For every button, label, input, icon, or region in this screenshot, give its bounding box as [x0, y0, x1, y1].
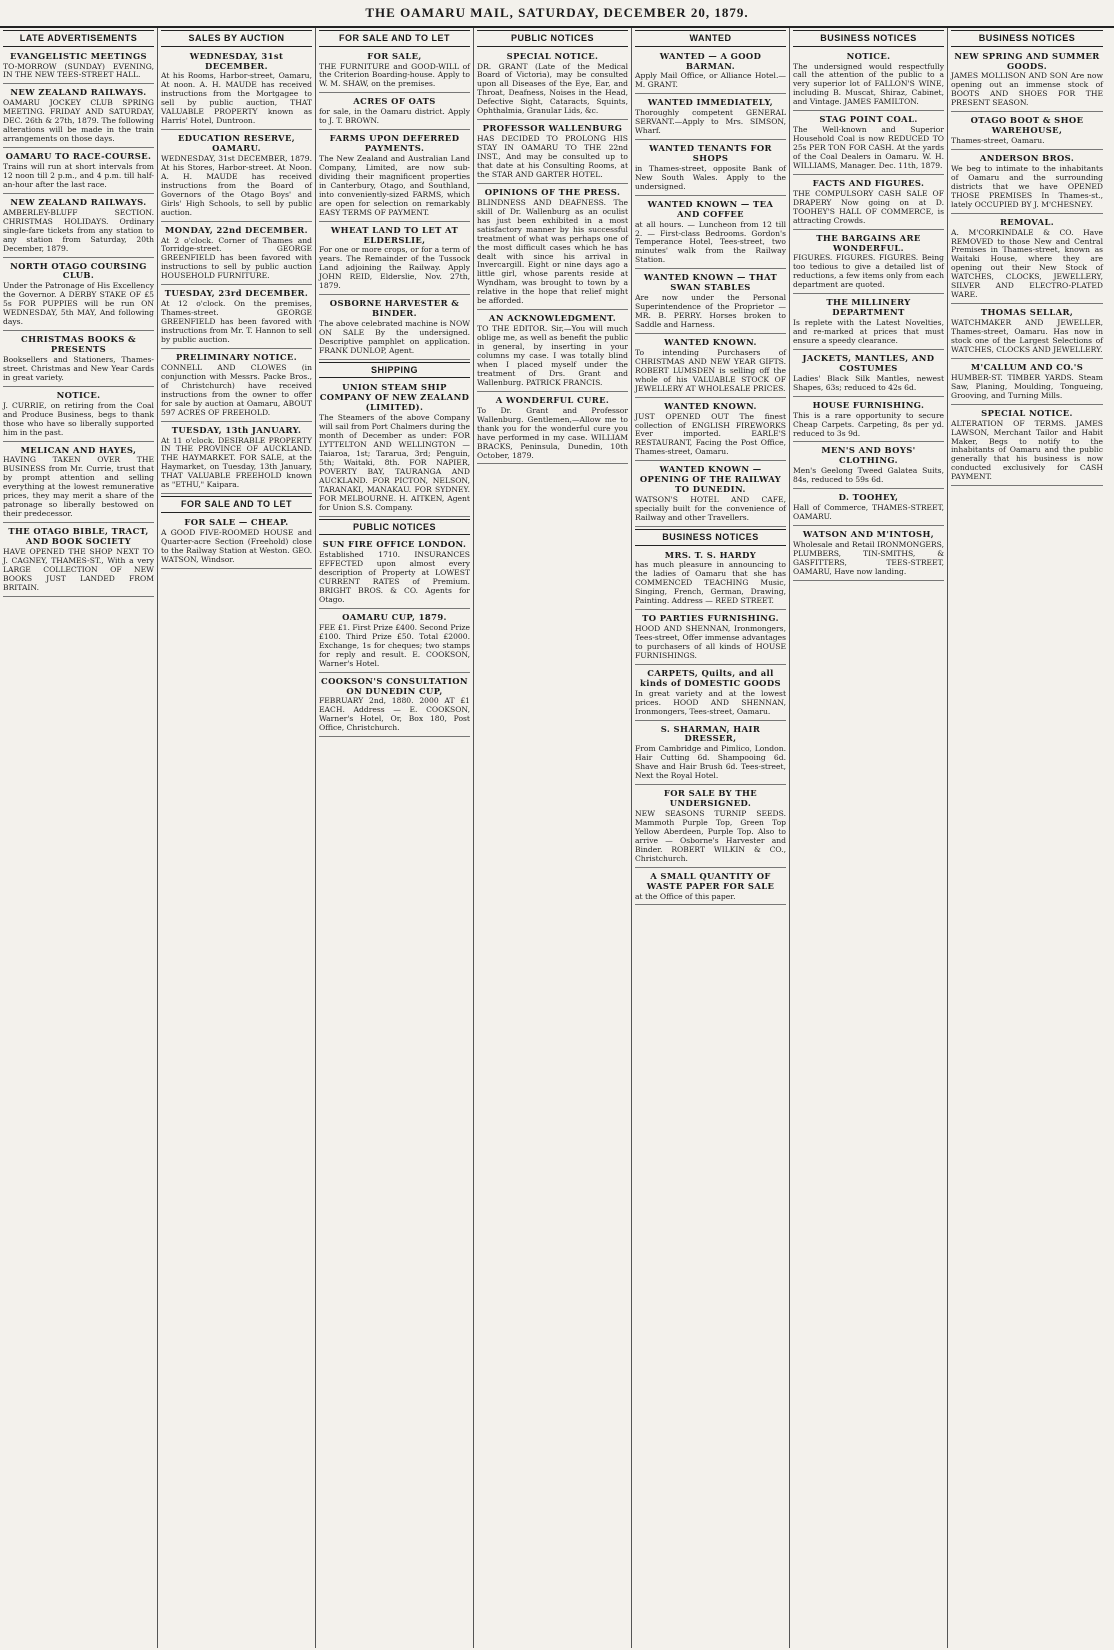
ad-body: HAVE OPENED THE SHOP NEXT TO J. CAGNEY, THAMES-ST., With a very LARGE COLLECTION OF NEW BOOKS JUST LANDED FROM BRITAIN. [3, 546, 154, 592]
ad-body: To Dr. Grant and Professor Wallenburg. Gentlemen,—Allow me to thank you for the wonderful cure you have performed in my case. WILLIAM BRACKS, Peninsula, Dunedin, 10th October, 1879. [477, 405, 628, 460]
advertisement [319, 95, 470, 130]
ad-body: HAVING TAKEN OVER THE BUSINESS from Mr. Currie, trust that by prompt attention and selling everything at the lowest remunerative prices, they may merit a share of the patronage so liberally bestowed on their predecessor. [3, 455, 154, 519]
ad-title: CARPETS, Quilts, and all kinds of DOMESTIC GOODS [640, 667, 781, 688]
advertisement [951, 407, 1103, 487]
ad-title: OAMARU CUP, 1879. [342, 611, 447, 622]
ad-body: BLINDNESS AND DEAFNESS. The skill of Dr. Wallenburg as an oculist has just been exhibited in a most satisfactory manner by his successful treatment of what was perhaps one of the most difficult cases which he has dealt with since his arrival in Invercargill. Eight or nine days ago a little girl, whose parents reside at Wyndham, was brought to town by a relative in the hope that relief might be afforded. [477, 197, 628, 306]
ad-title: THOMAS SELLAR, [980, 307, 1074, 318]
ad-body: The above celebrated machine is NOW ON SALE By the undersigned. Descriptive pamphlet on application. FRANK DUNLOP, Agent. [319, 319, 470, 355]
ad-title: THE OTAGO BIBLE, TRACT, AND BOOK SOCIETY [8, 526, 149, 546]
advertisement [3, 260, 154, 332]
ad-title: S. SHARMAN, HAIR DRESSER, [660, 723, 761, 744]
ad-body: WEDNESDAY, 31st DECEMBER, 1879. At his Stores, Harbor-street. At Noon. A. H. MAUDE has received instructions from the Board of Governors of the Otago Boys' and Girls' High Schools, to sell by public auction. [161, 153, 312, 217]
advertisement [319, 297, 470, 360]
ad-body: Is replete with the Latest Novelties, and re-marked at prices that must ensure a speedy clearance. [793, 318, 944, 346]
advertisement [161, 351, 312, 422]
ad-title: WANTED KNOWN — OPENING OF THE RAILWAY TO DUNEDIN. [639, 464, 782, 495]
ad-body: At 12 o'clock. On the premises, Thames-street. GEORGE GREENFIELD has been favored with instructions from Mr. T. Hannon to sell by public auction. [161, 299, 312, 345]
ad-body: CONNELL AND CLOWES (in conjunction with Messrs. Packe Bros., of Christchurch) have received instructions from the owner to offer for sale by auction at Oamaru, ABOUT 597 ACRES OF FREEHOLD. [161, 362, 312, 417]
ad-title: WANTED KNOWN — TEA AND COFFEE [647, 198, 774, 219]
ad-title: SUN FIRE OFFICE LONDON. [322, 539, 467, 550]
advertisement [161, 516, 312, 569]
column-7 [948, 28, 1106, 1648]
advertisement [319, 611, 470, 673]
ad-title: WATSON AND M'INTOSH, [802, 528, 935, 539]
column-heading: BUSINESS NOTICES [951, 30, 1103, 47]
column-6 [790, 28, 948, 1648]
advertisement [3, 196, 154, 258]
advertisement [477, 122, 628, 184]
advertisement [319, 224, 470, 296]
ad-title: REMOVAL. [999, 216, 1055, 227]
advertisement [635, 463, 786, 527]
column-heading: WANTED [635, 30, 786, 47]
column-heading: LATE ADVERTISEMENTS [3, 30, 154, 47]
ad-title: OTAGO BOOT & SHOE WAREHOUSE, [970, 115, 1084, 136]
ad-body: FIGURES. FIGURES. FIGURES. Being too tedious to give a detailed list of reductions, a few items only from each department are quoted. [793, 253, 944, 290]
advertisement [3, 389, 154, 442]
advertisement [951, 216, 1103, 305]
ad-body: for sale, in the Oamaru district. Apply to J. T. BROWN. [319, 107, 470, 126]
ad-body: At 11 o'clock. DESIRABLE PROPERTY IN THE PROVINCE OF AUCKLAND. THE HAYMARKET. FOR SALE, at the Haymarket, on Tuesday, 13th January, THAT VALUABLE FREEHOLD known as "ETHU," Kaipara. [161, 435, 312, 490]
advertisement [635, 612, 786, 665]
ad-body: HAS DECIDED TO PROLONG HIS STAY IN OAMARU TO THE 22nd INST., And may be consulted up to that date at his Consulting Rooms, at the STAR AND GARTER HOTEL. [477, 134, 628, 179]
advertisement [161, 50, 312, 131]
ad-title: WANTED — A GOOD BARMAN. [659, 50, 762, 71]
advertisement [635, 96, 786, 140]
ad-body: DR. GRANT (Late of the Medical Board of Victoria), may be consulted upon all Diseases of the Eye, Ear, and Throat, Deafness, Noises in the Head, Defective Sight, Cataracts, Squints, Ophthalmia, Granular Lids, &c. [477, 61, 628, 116]
ad-body: The undersigned would respectfully call the attention of the public to a very superior lot of FALLON'S WINE, including B. Muscat, Shiraz, Cabinet, and Vintage. JAMES FAMILTON. [793, 61, 944, 107]
ad-title: AN ACKNOWLEDGMENT. [488, 313, 617, 324]
advertisement [319, 132, 470, 221]
ad-title: MELICAN AND HAYES, [20, 444, 137, 455]
advertisement [951, 152, 1103, 214]
ad-body: To intending Purchasers of CHRISTMAS AND NEW YEAR GIFTS. ROBERT LUMSDEN is selling off the whole of his VALUABLE STOCK OF JEWELLERY AT WHOLESALE PRICES. [635, 347, 786, 393]
advertisement [3, 525, 154, 597]
advertisement [477, 312, 628, 392]
ad-title: JACKETS, MANTLES, AND COSTUMES [802, 352, 935, 373]
ad-body: JAMES MOLLISON AND SON Are now opening out an immense stock of BOOTS AND SHOES FOR THE PRESENT SEASON. [951, 71, 1103, 108]
ad-title: NORTH OTAGO COURSING CLUB. [10, 260, 147, 281]
ad-title: PROFESSOR WALLENBURG [482, 123, 623, 134]
ad-title: A WONDERFUL CURE. [495, 394, 610, 405]
column-heading: PUBLIC NOTICES [477, 30, 628, 47]
advertisement [635, 271, 786, 334]
ad-title: NOTICE. [56, 389, 101, 400]
advertisement [3, 150, 154, 194]
ad-body: A. M'CORKINDALE & CO. Have REMOVED to those New and Central Premises in Thames-street, known as Waitaki House, where they are opening out their New Stock of WATCHES, CLOCKS, JEWELLERY, SILVER AND ELECTRO-PLATED WARE. [951, 227, 1103, 300]
ad-body: We beg to intimate to the inhabitants of Oamaru and the surrounding districts that we have OPENED THOSE PREMISES In Thames-st., lately OCCUPIED BY J. M'CHESNEY. [951, 163, 1103, 209]
ad-body: Ladies' Black Silk Mantles, newest Shapes, 63s; reduced to 42s 6d. [793, 373, 944, 392]
advertisement [635, 549, 786, 611]
ad-title: COOKSON'S CONSULTATION ON DUNEDIN CUP, [321, 675, 468, 696]
advertisement [3, 50, 154, 85]
column-heading: SALES BY AUCTION [161, 30, 312, 47]
ad-title: WANTED IMMEDIATELY, [647, 97, 774, 108]
advertisement [635, 50, 786, 95]
advertisement [635, 723, 786, 786]
ad-title: WANTED KNOWN. [664, 336, 757, 347]
advertisement [635, 870, 786, 906]
ad-title: MRS. T. S. HARDY [664, 549, 757, 560]
advertisement [477, 186, 628, 310]
advertisement [793, 232, 944, 295]
ad-body: FEE £1. First Prize £400. Second Prize £100. Third Prize £50. Total £2000. Exchange, 1s for cheques; two stamps for reply and result. E. COOKSON, Warner's Hotel. [319, 622, 470, 668]
ad-body: Established 1710. INSURANCES EFFECTED upon almost every description of Property at LOWEST CURRENT RATES of Premium. BRIGHT BROS. & CO. Agents for Otago. [319, 550, 470, 604]
ad-body: Trains will run at short intervals from 12 noon till 2 p.m., and 4 p.m. till half-an-hour after the last race. [3, 162, 154, 189]
ad-body: The Steamers of the above Company will sail from Port Chalmers during the month of December as under: FOR LYTTELTON AND WELLINGTON — Taiaroa, 1st; Tararua, 3rd; Penguin, 5th; Waitaki, 8th. FOR NAPIER, POVERTY BAY, TAURANGA AND AUCKLAND. FOR PICTON, NELSON, TARANAKI, MANAKAU. FOR SYDNEY. FOR MELBOURNE. H. AITKEN, Agent for Union S.S. Company. [319, 413, 470, 512]
ad-body: For one or more crops, or for a term of years. The Remainder of the Tussock Land adjoining the Railway. Apply JOHN REID, Elderslie, Nov. 27th, 1879. [319, 245, 470, 291]
ad-body: At his Rooms, Harbor-street, Oamaru, At noon. A. H. MAUDE has received instructions from the Mortgagee to sell by public auction, THAT VALUABLE PROPERTY known as Harris' Hotel, Duntroon. [161, 71, 312, 126]
ad-title: NEW SPRING AND SUMMER GOODS. [954, 50, 1100, 71]
advertisement [161, 287, 312, 349]
advertisement [793, 113, 944, 175]
ad-body: Under the Patronage of His Excellency the Governor. A DERBY STAKE OF £5 5s FOR PUPPIES will be run ON WEDNESDAY, 5th MAY, And following days. [3, 281, 154, 327]
ad-title: WANTED TENANTS FOR SHOPS [649, 143, 772, 163]
ad-body: This is a rare opportunity to secure Cheap Carpets. Carpeting, 8s per yd. reduced to 3s 9d. [793, 410, 944, 438]
ad-body: The New Zealand and Australian Land Company, Limited, are now sub-dividing their magnificent properties in Canterbury, Otago, and Southland, into conveniently-sized FARMS, which are open for selection on remarkably EASY TERMS OF PAYMENT. [319, 154, 470, 217]
ad-title: MEN'S AND BOYS' CLOTHING. [821, 445, 916, 466]
advertisement [319, 381, 470, 516]
ad-body: at all hours. — Luncheon from 12 till 2. — First-class Bedrooms. Gordon's Temperance Hotel, Tees-street, two minutes' walk from the Railway Station. [635, 219, 786, 265]
ad-title: M'CALLUM AND CO.'S [970, 361, 1084, 372]
column-heading: PUBLIC NOTICES [319, 519, 470, 536]
ad-title: THE MILLINERY DEPARTMENT [826, 297, 911, 318]
column-1 [0, 28, 158, 1648]
advertisement [793, 399, 944, 443]
advertisement [793, 177, 944, 230]
ad-title: FOR SALE, [367, 50, 422, 61]
advertisement [793, 352, 944, 397]
ad-title: WEDNESDAY, 31st DECEMBER. [189, 50, 284, 71]
advertisement [319, 675, 470, 738]
ad-body: Thames-street, Oamaru. [951, 136, 1045, 146]
advertisement [319, 538, 470, 609]
advertisement [635, 142, 786, 196]
ad-title: SPECIAL NOTICE. [981, 407, 1073, 418]
ad-body: J. CURRIE, on retiring from the Coal and Produce Business, begs to thank those who have so liberally supported him in the past. [3, 400, 154, 437]
ad-title: ACRES OF OATS [353, 96, 436, 107]
ad-body: From Cambridge and Pimlico, London. Hair Cutting 6d. Shampooing 6d. Shave and Hair Brush 6d. Tees-street, Next the Royal Hotel. [635, 744, 786, 781]
ad-body: AMBERLEY-BLUFF SECTION. CHRISTMAS HOLIDAYS. Ordinary single-fare tickets from any station to any station from Saturday, 20th December, 1879. [3, 207, 154, 253]
advertisement [951, 361, 1103, 405]
column-4 [474, 28, 632, 1648]
ad-title: OSBORNE HARVESTER & BINDER. [329, 298, 460, 319]
advertisement [161, 424, 312, 495]
ad-body: at the Office of this paper. [635, 891, 736, 901]
advertisement [635, 336, 786, 398]
advertisement [793, 296, 944, 350]
advertisement [793, 491, 944, 526]
ad-body: FEBRUARY 2nd, 1880. 2000 AT £1 EACH. Address — E. COOKSON, Warner's Hotel, Or, Box 180, Post Office, Christchurch. [319, 696, 470, 733]
ad-body: At 2 o'clock. Corner of Thames and Torridge-street. GEORGE GREENFIELD has been favored with instructions to sell by public auction HOUSEHOLD FURNITURE. [161, 235, 312, 281]
advertisement [161, 224, 312, 286]
column-heading: SHIPPING [319, 362, 470, 379]
ad-body: ALTERATION OF TERMS. JAMES LAWSON, Merchant Tailor and Habit Maker, Begs to notify to the inhabitants of Oamaru and the public generally that his business is now conducted exclusively for CASH PAYMENT. [951, 418, 1103, 482]
ad-body: has much pleasure in announcing to the ladies of Oamaru that she has COMMENCED TEACHING Music, Singing, French, German, Drawing, Painting. Address — REED STREET. [635, 560, 786, 606]
ad-title: HOUSE FURNISHING. [812, 399, 925, 410]
column-2 [158, 28, 316, 1648]
ad-body: Are now under the Personal Superintendence of the Proprietor — MR. B. PERRY. Horses broken to Saddle and Harness. [635, 293, 786, 330]
advertisement [3, 86, 154, 148]
ad-body: Apply Mail Office, or Alliance Hotel.—M. GRANT. [635, 71, 786, 90]
ad-title: OAMARU TO RACE-COURSE. [5, 151, 152, 162]
ad-body: in Thames-street, opposite Bank of New South Wales. Apply to the undersigned. [635, 163, 786, 191]
ad-body: A GOOD FIVE-ROOMED HOUSE and Quarter-acre Section (Freehold) close to the Railway Station at Weston. GEO. WATSON, Windsor. [161, 527, 312, 564]
ad-title: UNION STEAM SHIP COMPANY OF NEW ZEALAND (LIMITED). [319, 382, 470, 413]
ad-title: EVANGELISTIC MEETINGS [10, 50, 147, 61]
ad-body: Hall of Commerce, THAMES-STREET, OAMARU. [793, 503, 944, 522]
ad-body: Wholesale and Retail IRONMONGERS, PLUMBERS, TIN-SMITHS, & GASFITTERS, TEES-STREET, OAMARU, Have now landing. [793, 539, 944, 576]
advertisement [793, 444, 944, 489]
ad-body: NEW SEASONS TURNIP SEEDS. Mammoth Purple Top, Green Top Yellow Aberdeen, Purple Top. Also to arrive — Osborne's Harvester and Binder. ROBERT WILKIN & CO., Christchurch. [635, 809, 786, 863]
ad-title: OPINIONS OF THE PRESS. [484, 186, 621, 197]
advertisement [3, 444, 154, 524]
column-heading: FOR SALE AND TO LET [319, 30, 470, 47]
column-heading: BUSINESS NOTICES [635, 529, 786, 546]
ad-title: FARMS UPON DEFERRED PAYMENTS. [329, 133, 460, 154]
ad-title: CHRISTMAS BOOKS & PRESENTS [21, 334, 136, 355]
ad-body: THE FURNITURE and GOOD-WILL of the Criterion Boarding-house. Apply to W. M. SHAW, on the premises. [319, 61, 470, 89]
ad-body: WATCHMAKER AND JEWELLER, Thames-street, Oamaru. Has now in stock one of the Largest Selections of WATCHES, CLOCKS AND JEWELLERY. [951, 318, 1103, 354]
ad-body: The Well-known and Superior Household Coal is now REDUCED TO 25s PER TON FOR CASH. At the yards of the Coal Dealers in Oamaru. W. H. WILLIAMS, Manager. Dec. 11th, 1879. [793, 125, 944, 170]
ad-title: THE BARGAINS ARE WONDERFUL. [816, 232, 921, 253]
ad-title: FACTS AND FIGURES. [812, 177, 925, 188]
ad-title: TUESDAY, 13th JANUARY. [171, 424, 302, 435]
ad-body: Men's Geelong Tweed Galatea Suits, 84s, reduced to 59s 6d. [793, 466, 944, 485]
ad-body: HUMBER-ST. TIMBER YARDS. Steam Saw, Planing, Moulding, Tongueing, Grooving, and Turning Mills. [951, 372, 1103, 400]
advertisement [635, 667, 786, 721]
ad-body: WATSON'S HOTEL AND CAFE, specially built for the convenience of Railway and other Travellers. [635, 495, 786, 522]
ad-title: ANDERSON BROS. [979, 153, 1075, 163]
advertisement [635, 787, 786, 868]
ad-body: In great variety and at the lowest prices. HOOD AND SHENNAN, Ironmongers, Tees-street, Oamaru. [635, 688, 786, 716]
column-heading: FOR SALE AND TO LET [161, 496, 312, 513]
ad-title: WANTED KNOWN — THAT SWAN STABLES [643, 272, 778, 293]
advertisement [161, 132, 312, 221]
ad-body: TO THE EDITOR. Sir,—You will much oblige me, as well as benefit the public in general, by inserting in your columns my case. I was totally blind when I placed myself under the treatment of Drs. Grant and Wallenburg. PATRICK FRANCIS. [477, 324, 628, 387]
advertisement [3, 333, 154, 387]
column-3 [316, 28, 474, 1648]
advertisement [477, 394, 628, 465]
ad-title: FOR SALE — CHEAP. [184, 516, 289, 527]
ad-body: OAMARU JOCKEY CLUB SPRING MEETING. FRIDAY AND SATURDAY, DEC. 26th & 27th, 1879. The following alterations will be made in the train arrangements on those days. [3, 98, 154, 144]
ad-title: NEW ZEALAND RAILWAYS. [10, 87, 147, 98]
ad-body: HOOD AND SHENNAN, Ironmongers, Tees-street, Offer immense advantages to purchasers of all kinds of HOUSE FURNISHINGS. [635, 624, 786, 660]
advertisement [951, 114, 1103, 150]
ad-title: TO PARTIES FURNISHING. [642, 613, 779, 624]
masthead: THE OAMARU MAIL, SATURDAY, DECEMBER 20, 1879. [0, 0, 1114, 28]
ad-title: NEW ZEALAND RAILWAYS. [10, 196, 147, 207]
ad-title: WANTED KNOWN. [664, 400, 757, 411]
ad-title: D. TOOHEY, [838, 492, 899, 503]
advertisement [635, 400, 786, 462]
column-5 [632, 28, 790, 1648]
advertisement [793, 528, 944, 581]
ad-title: MONDAY, 22nd DECEMBER. [165, 224, 308, 235]
ad-title: NOTICE. [846, 50, 891, 61]
ad-title: PRELIMINARY NOTICE. [175, 351, 298, 362]
ad-body: THE COMPULSORY CASH SALE OF DRAPERY Now going on at D. TOOHEY'S HALL OF COMMERCE, is attracting Crowds. [793, 188, 944, 225]
ad-title: SPECIAL NOTICE. [506, 50, 599, 61]
advertisement [319, 50, 470, 94]
columns [0, 28, 1114, 1648]
advertisement [951, 50, 1103, 113]
ad-body: Thoroughly competent GENERAL SERVANT.—Apply to Mrs. SIMSON, Wharf. [635, 108, 786, 136]
ad-title: EDUCATION RESERVE, OAMARU. [177, 133, 296, 154]
advertisement [793, 50, 944, 112]
ad-title: STAG POINT COAL. [819, 114, 918, 125]
ad-title: A SMALL QUANTITY OF WASTE PAPER FOR SALE [646, 870, 775, 891]
ad-body: JUST OPENED OUT The finest collection of ENGLISH FIREWORKS Ever imported. EARLE'S RESTAURANT, Facing the Post Office, Thames-street, Oamaru. [635, 411, 786, 457]
ad-body: Booksellers and Stationers, Thames-street. Christmas and New Year Cards in great variety. [3, 354, 154, 382]
ad-body: TO-MORROW (SUNDAY) EVENING, IN THE NEW TEES-STREET HALL. [3, 61, 154, 80]
ad-title: FOR SALE BY THE UNDERSIGNED. [663, 788, 758, 809]
advertisement [951, 306, 1103, 359]
ad-title: TUESDAY, 23rd DECEMBER. [164, 288, 309, 299]
ad-title: WHEAT LAND TO LET AT ELDERSLIE, [330, 224, 459, 245]
advertisement [477, 50, 628, 121]
column-heading: BUSINESS NOTICES [793, 30, 944, 47]
advertisement [635, 198, 786, 270]
